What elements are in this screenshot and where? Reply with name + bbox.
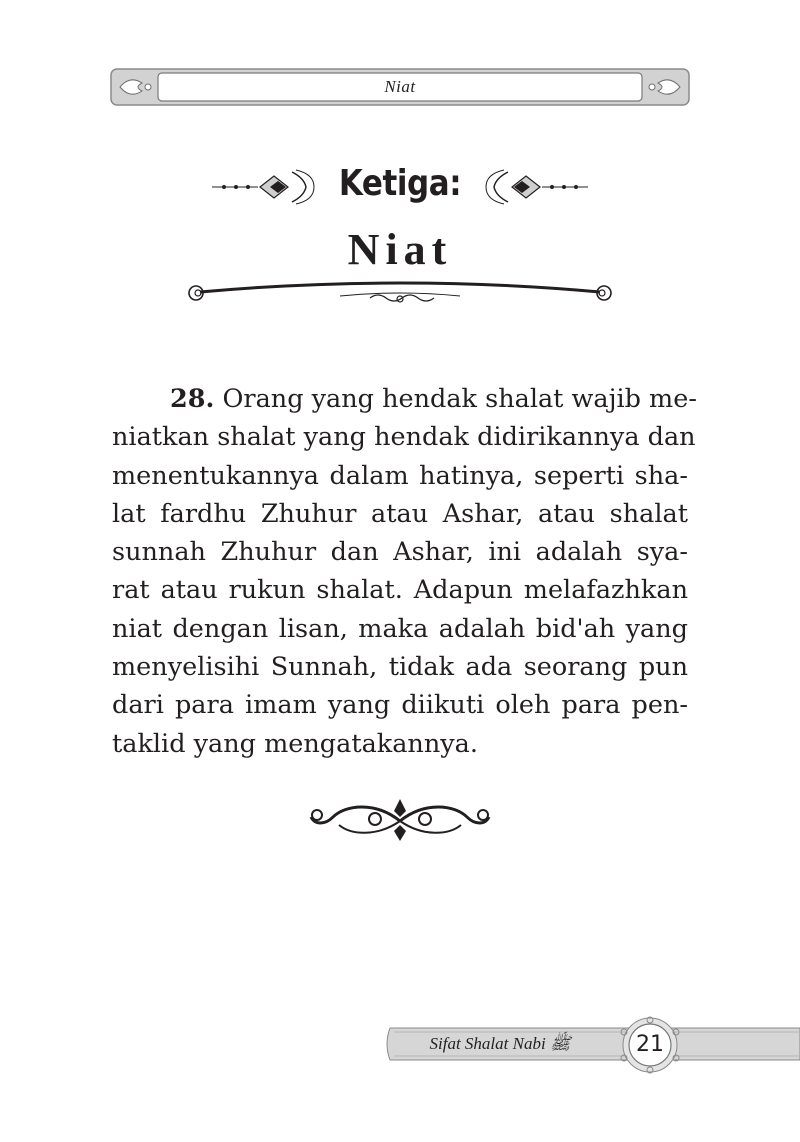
paragraph-line: menyelisihi Sunnah, tidak ada seorang pun	[112, 652, 688, 683]
chapter-title: Niat	[347, 225, 453, 274]
running-header-title: Niat	[384, 77, 416, 96]
right-heading-ornament-icon	[470, 162, 590, 212]
chapter-label: Ketiga:	[338, 163, 462, 204]
paragraph-line: sunnah Zhuhur dan Ashar, ini adalah sya-	[112, 537, 688, 568]
paragraph-line: lat fardhu Zhuhur atau Ashar, atau shalat	[112, 498, 688, 529]
paragraph-line: menentukannya dalam hatinya, seperti sha-	[112, 460, 688, 491]
paragraph-line	[112, 380, 697, 418]
paragraph-line: dari para imam yang diikuti oleh para pen-	[112, 690, 688, 721]
body-paragraph	[112, 380, 697, 763]
title-underline-flourish-icon	[180, 276, 620, 310]
paragraph-line-text: Orang yang hendak shalat wajib me-	[214, 384, 697, 414]
paragraph-line: niat dengan lisan, maka adalah bid'ah yang	[112, 613, 688, 644]
footer-book-title: Sifat Shalat Nabi ﷺ	[429, 1034, 571, 1053]
paragraph-line: rat atau rukun shalat. Adapun melafazhkan	[112, 575, 688, 606]
paragraph-line: taklid yang mengatakannya.	[112, 728, 478, 759]
paragraph-line: niatkan shalat yang hendak didirikannya dan	[112, 422, 696, 453]
paragraph-number: 28.	[170, 384, 215, 414]
section-divider-ornament-icon	[305, 795, 495, 845]
left-heading-ornament-icon	[210, 162, 330, 212]
page-number: 21	[636, 1032, 664, 1057]
